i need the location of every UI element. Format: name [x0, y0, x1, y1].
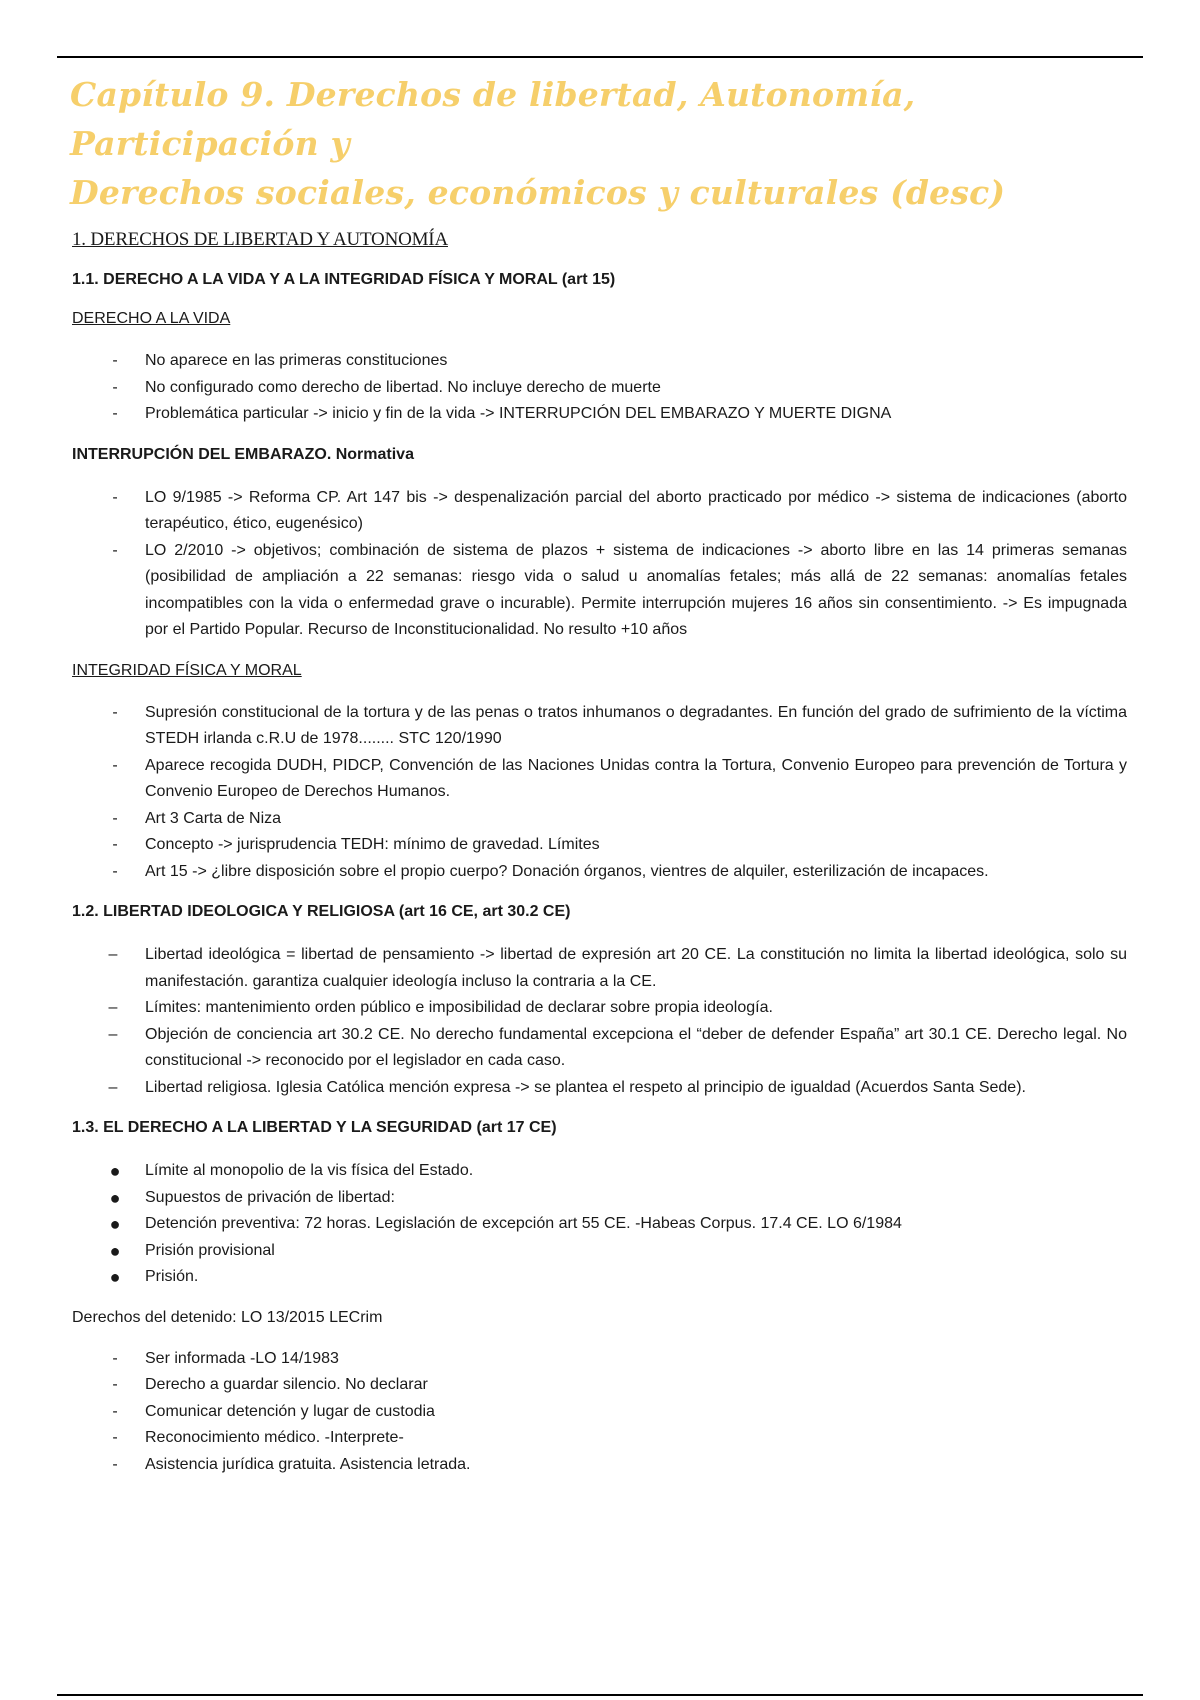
list-item: – Libertad religiosa. Iglesia Católica mención expresa -> se plantea el respeto al principio de igualdad (Acuerdos Santa Sede). — [108, 1078, 1026, 1096]
section-1-3-heading: 1.3. EL DERECHO A LA LIBERTAD Y LA SEGURIDAD (art 17 CE) — [72, 1119, 557, 1136]
list-item: – Objeción de conciencia art 30.2 CE. No derecho fundamental excepciona el “deber de defender España” art 30.1 CE. Derecho legal. No constitucional -> reconocido por el legislador en cada caso. — [108, 1025, 1127, 1069]
ideologica-list — [72, 942, 1127, 1101]
detenido-list — [72, 1346, 1127, 1479]
integridad-label: INTEGRIDAD FÍSICA Y MORAL — [72, 661, 302, 679]
list-item: - Supresión constitucional de la tortura y de las penas o tratos inhumanos o degradantes. En función del grado de sufrimiento de la víctima STEDH irlanda c.R.U de 1978........ STC 120/1990 — [112, 703, 1127, 747]
list-item: ● Límite al monopolio de la vis física del Estado. — [109, 1161, 474, 1181]
section-1-2-heading: 1.2. LIBERTAD IDEOLOGICA Y RELIGIOSA (art 16 CE, art 30.2 CE) — [72, 903, 571, 920]
list-item: ● Prisión. — [109, 1267, 199, 1287]
list-item: ● Supuestos de privación de libertad: — [109, 1187, 395, 1208]
list-item: - Reconocimiento médico. -Interprete- — [112, 1429, 404, 1446]
detenido-label: Derechos del detenido: LO 13/2015 LECrim — [72, 1308, 383, 1326]
list-item: - Derecho a guardar silencio. No declarar — [112, 1376, 428, 1393]
vida-list — [72, 348, 1127, 428]
list-item: - Aparece recogida DUDH, PIDCP, Convención de las Naciones Unidas contra la Tortura, Convenio Europeo para prevención de Tortura y Convenio Europeo de Derechos Humanos. — [112, 756, 1127, 800]
list-item: ● Detención preventiva: 72 horas. Legislación de excepción art 55 CE. -Habeas Corpus. 17.4 CE. LO 6/1984 — [109, 1214, 902, 1234]
list-item: – Libertad ideológica = libertad de pensamiento -> libertad de expresión art 20 CE. La constitución no limita la libertad ideológica, solo su manifestación. garantiza cualquier ideología incluso la contraria a la CE. — [108, 946, 1127, 990]
document-page — [72, 70, 1127, 1496]
libertad-list — [72, 1158, 1127, 1291]
embarazo-list — [72, 485, 1127, 644]
title-line-2: Derechos sociales, económicos y culturales (desc) — [70, 173, 1006, 212]
list-item: - Concepto -> jurisprudencia TEDH: mínimo de gravedad. Límites — [112, 836, 600, 853]
list-item: - Problemática particular -> inicio y fin de la vida -> INTERRUPCIÓN DEL EMBARAZO Y MUERTE DIGNA — [112, 405, 892, 422]
list-item: - Art 3 Carta de Niza — [112, 809, 282, 827]
section-1-heading: 1. DERECHOS DE LIBERTAD Y AUTONOMÍA — [72, 229, 448, 250]
list-item: – Límites: mantenimiento orden público e imposibilidad de declarar sobre propia ideología. — [108, 999, 773, 1016]
list-item: - Ser informada -LO 14/1983 — [112, 1349, 339, 1367]
list-item: - Asistencia jurídica gratuita. Asistencia letrada. — [112, 1455, 471, 1473]
list-item: - LO 2/2010 -> objetivos; combinación de sistema de plazos + sistema de indicaciones -> aborto libre en las 14 primeras semanas (posibilidad de ampliación a 22 semanas: riesgo vida o salud u anomalías fetales; más allá de 22 semanas: anomalías fetales incompatibles con la vida o enfermedad grave o incurable). Permite interrupción mujeres 16 años sin consentimiento. -> Es impugnada por el Partido Popular. Recurso de Inconstitucionalidad. No resulto +10 años — [112, 541, 1127, 638]
title-line-1: Capítulo 9. Derechos de libertad, Autonomía, Participación y — [70, 75, 916, 163]
list-item: - Comunicar detención y lugar de custodia — [112, 1402, 435, 1420]
embarazo-heading: INTERRUPCIÓN DEL EMBARAZO. Normativa — [72, 445, 414, 463]
integridad-list — [72, 700, 1127, 886]
list-item: - Art 15 -> ¿libre disposición sobre el propio cuerpo? Donación órganos, vientres de alquiler, esterilización de incapaces. — [112, 862, 989, 880]
section-1-1-heading: 1.1. DERECHO A LA VIDA Y A LA INTEGRIDAD FÍSICA Y MORAL (art 15) — [72, 271, 616, 288]
vida-label: DERECHO A LA VIDA — [72, 310, 231, 327]
list-item: ● Prisión provisional — [109, 1240, 275, 1261]
chapter-title — [70, 70, 1127, 217]
top-rule — [57, 56, 1143, 58]
bottom-rule — [57, 1694, 1143, 1696]
list-item: - LO 9/1985 -> Reforma CP. Art 147 bis -> despenalización parcial del aborto practicado por médico -> sistema de indicaciones (aborto terapéutico, ético, eugenésico) — [112, 488, 1127, 532]
list-item: - No aparece en las primeras constituciones — [112, 352, 448, 369]
list-item: - No configurado como derecho de libertad. No incluye derecho de muerte — [112, 378, 661, 396]
